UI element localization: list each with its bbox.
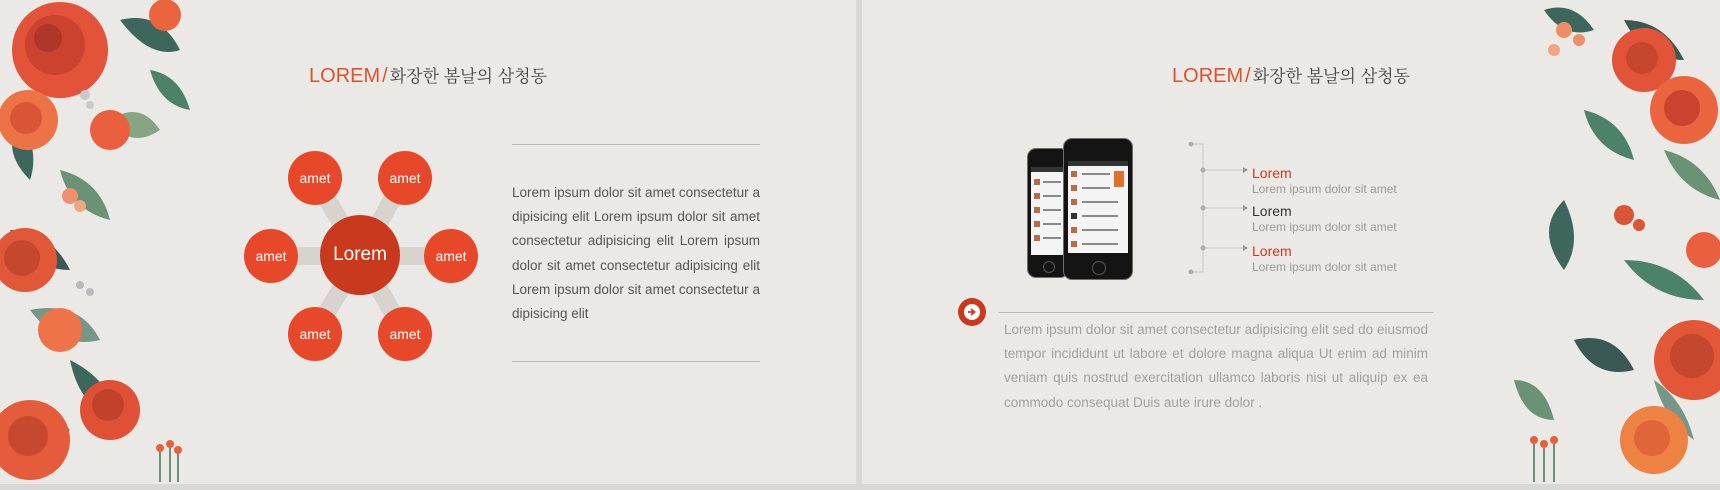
list-item-label: Lorem: [1252, 203, 1292, 219]
divider-right: [998, 312, 1434, 313]
diagram-node: amet: [288, 307, 342, 361]
divider-top: [512, 144, 760, 145]
arrow-right-circle-icon: [958, 298, 986, 326]
list-item-label: Lorem: [1252, 165, 1292, 181]
list-item: [1252, 164, 1397, 197]
title-sub: 화장한 봄날의 삼청동: [389, 67, 547, 86]
list-item-label: Lorem: [1252, 243, 1292, 259]
diagram-node: amet: [378, 151, 432, 205]
list-item-desc: Lorem ipsum dolor sit amet: [1252, 260, 1397, 274]
network-diagram: [238, 145, 484, 367]
diagram-node: amet: [378, 307, 432, 361]
list-item: [1252, 242, 1397, 275]
list-item-desc: Lorem ipsum dolor sit amet: [1252, 182, 1397, 196]
right-paragraph: Lorem ipsum dolor sit amet consectetur adipisicing elit sed do eiusmod tempor incididunt ut labore et dolore magna aliqua Ut enim ad minim veniam quis nostrud exercitation ullamco laboris nisi ut aliquip ex ea commodo consequat Duis aute irure dolor .: [1004, 322, 1428, 410]
diagram-node: amet: [244, 229, 298, 283]
watercolor-flower-icon: [1504, 0, 1720, 484]
diagram-center-node: Lorem: [320, 215, 400, 295]
title-accent: LOREM: [309, 65, 381, 87]
left-paragraph: Lorem ipsum dolor sit amet consectetur adipisicing elit Lorem ipsum dolor sit amet consectetur adipisicing elit Lorem ipsum dolor sit amet consectetur adipisicing elit Lorem ipsum dolor sit amet consectetur adipisicing elit: [512, 185, 760, 322]
slide-left: [0, 0, 856, 484]
list-item-desc: Lorem ipsum dolor sit amet: [1252, 220, 1397, 234]
bracket-connector: [1187, 142, 1257, 274]
divider-bottom: [512, 361, 760, 362]
list-item: [1252, 202, 1397, 235]
slide-right: [862, 0, 1720, 484]
phone-front: [1063, 138, 1133, 280]
title-slash: /: [382, 65, 388, 87]
title-sub: 화장한 봄날의 삼청동: [1252, 67, 1410, 86]
title-slash: /: [1245, 65, 1251, 87]
title-accent: LOREM: [1172, 65, 1244, 87]
left-slide-title: [0, 62, 856, 88]
diagram-node: amet: [288, 151, 342, 205]
diagram-node: amet: [424, 229, 478, 283]
